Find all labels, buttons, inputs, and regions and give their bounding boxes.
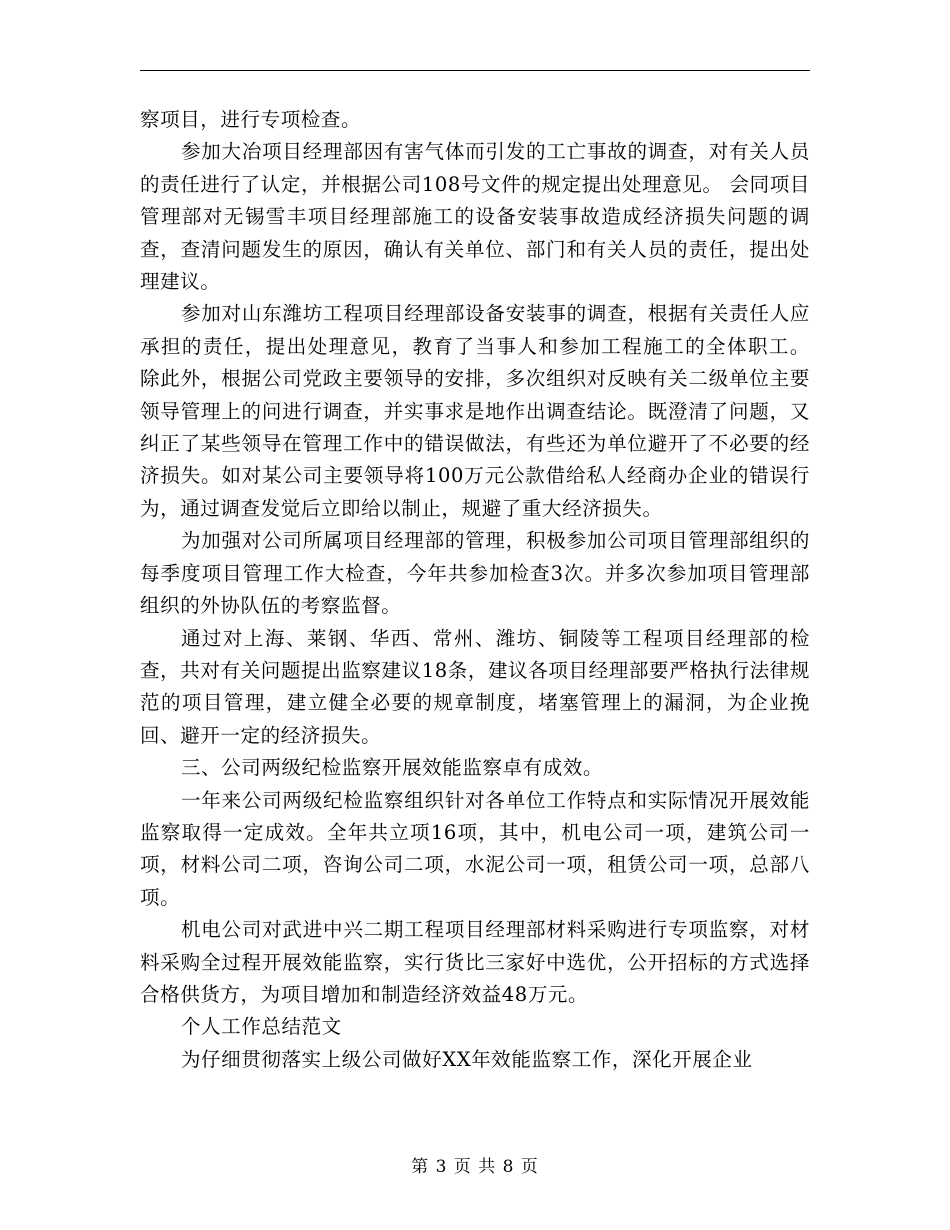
header-rule	[140, 70, 810, 71]
paragraph: 察项目，进行专项检查。	[140, 108, 362, 131]
paragraph: 为加强对公司所属项目经理部的管理，积极参加公司项目管理部组织的每季度项目管理工作大检查，今年共参加检查3次。并多次参加项目管理部组织的外协队伍的考察监督。	[140, 529, 810, 618]
paragraph: 参加对山东潍坊工程项目经理部设备安装事的调查，根据有关责任人应承担的责任，提出处理意见，教育了当事人和参加工程施工的全体职工。 除此外，根据公司党政主要领导的安排，多次组织对反映有关二级单位主要领导管理上的问进行调查，并实事求是地作出调查结论。既澄清了问题，又纠正了某些领导在管理工作中的错误做法，有些还为单位避开了不必要的经济损失。如对某公司主要领导将100万元公款借给私人经商办企业的错误行为，通过调查发觉后立即给以制止，规避了重大经济损失。	[140, 302, 810, 520]
page-number: 第 3 页 共 8 页	[411, 1157, 539, 1177]
section-heading: 三、公司两级纪检监察开展效能监察卓有成效。	[180, 756, 604, 780]
paragraph: 为仔细贯彻落实上级公司做好XX年效能监察工作，深化开展企业	[180, 1047, 753, 1071]
document-body	[140, 104, 810, 1076]
paragraph: 机电公司对武进中兴二期工程项目经理部材料采购进行专项监察，对材料采购全过程开展效能监察，实行货比三家好中选优，公开招标的方式选择合格供货方，为项目增加和制造经济效益48万元。	[140, 918, 810, 1006]
paragraph: 一年来公司两级纪检监察组织针对各单位工作特点和实际情况开展效能监察取得一定成效。全年共立项16项，其中，机电公司一项，建筑公司一项，材料公司二项，咨询公司二项，水泥公司一项，租赁公司一项，总部八项。	[140, 788, 810, 909]
paragraph: 通过对上海、莱钢、华西、常州、潍坊、铜陵等工程项目经理部的检查，共对有关问题提出监察建议18条，建议各项目经理部要严格执行法律规范的项目管理，建立健全必要的规章制度，堵塞管理上的漏洞，为企业挽回、避开一定的经济损失。	[140, 626, 810, 747]
paragraph: 参加大冶项目经理部因有害气体而引发的工亡事故的调查，对有关人员的责任进行了认定，并根据公司108号文件的规定提出处理意见。 会同项目管理部对无锡雪丰项目经理部施工的设备安装事故造成经济损失问题的调查，查清问题发生的原因，确认有关单位、部门和有关人员的责任，提出处理建议。	[140, 140, 810, 294]
paragraph: 个人工作总结范文	[180, 1015, 342, 1039]
